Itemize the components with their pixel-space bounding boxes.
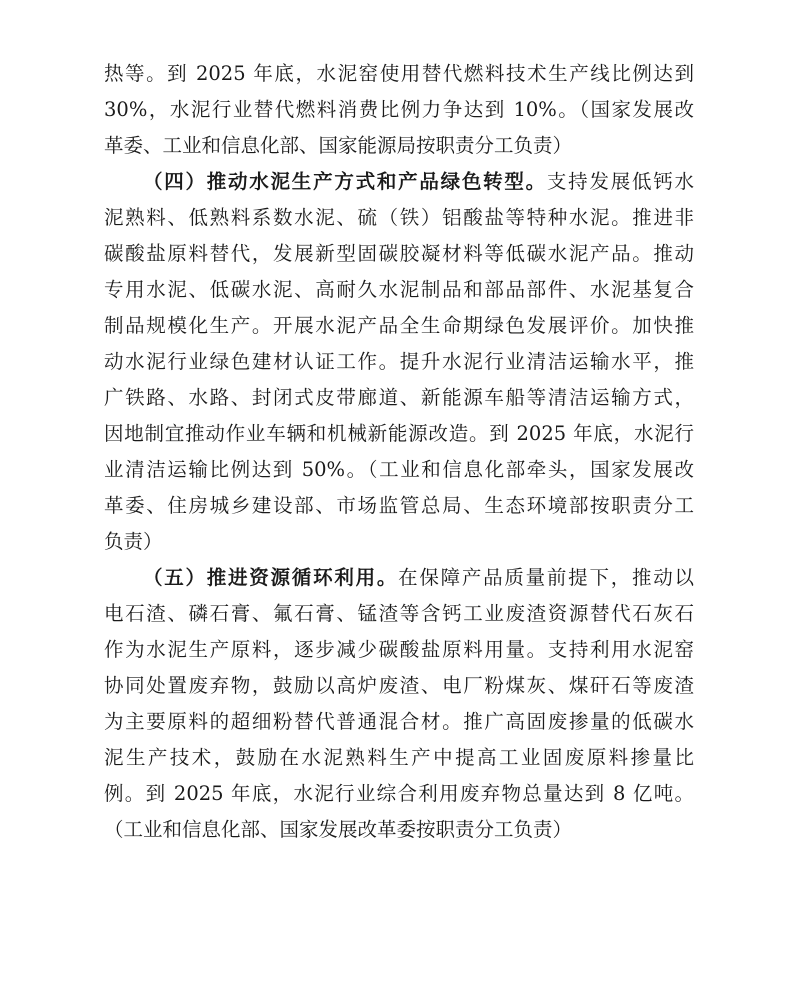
paragraph-2	[104, 164, 694, 560]
text-line: 作为水泥生产原料，逐步减少碳酸盐原料用量。支持利用水泥窑	[104, 638, 694, 661]
text-line: 业清洁运输比例达到 50%。（工业和信息化部牵头，国家发展改	[104, 458, 694, 481]
document-page	[104, 56, 694, 848]
text-line: （工业和信息化部、国家发展改革委按职责分工负责）	[104, 818, 573, 841]
text-segment: 在保障产品质量前提下，推动以	[398, 566, 694, 589]
text-line: 热等。到 2025 年底，水泥窑使用替代燃料技术生产线比例达到	[104, 62, 694, 85]
text-line: 制品规模化生产。开展水泥产品全生命期绿色发展评价。加快推	[104, 314, 694, 337]
text-line: 30%，水泥行业替代燃料消费比例力争达到 10%。（国家发展改	[104, 98, 694, 121]
text-line: 因地制宜推动作业车辆和机械新能源改造。到 2025 年底，水泥行	[104, 422, 694, 445]
text-line: 协同处置废弃物，鼓励以高炉废渣、电厂粉煤灰、煤矸石等废渣	[104, 674, 694, 697]
text-line-first	[104, 164, 694, 200]
text-line-first	[104, 560, 694, 596]
paragraph-1	[104, 56, 694, 164]
text-line: 负责）	[104, 530, 163, 553]
text-line: 泥生产技术，鼓励在水泥熟料生产中提高工业固废原料掺量比	[104, 746, 694, 769]
text-line: 碳酸盐原料替代，发展新型固碳胶凝材料等低碳水泥产品。推动	[104, 242, 694, 265]
text-segment: 支持发展低钙水	[546, 170, 694, 193]
text-line: 为主要原料的超细粉替代普通混合材。推广高固废掺量的低碳水	[104, 710, 694, 733]
section-heading-4: （四）推动水泥生产方式和产品绿色转型。	[143, 170, 547, 193]
paragraph-3	[104, 560, 694, 848]
section-heading-5: （五）推进资源循环利用。	[143, 566, 399, 589]
text-line: 革委、住房城乡建设部、市场监管总局、生态环境部按职责分工	[104, 494, 694, 517]
text-line: 例。到 2025 年底，水泥行业综合利用废弃物总量达到 8 亿吨。	[104, 782, 694, 805]
text-line: 动水泥行业绿色建材认证工作。提升水泥行业清洁运输水平，推	[104, 350, 694, 373]
text-line: 革委、工业和信息化部、国家能源局按职责分工负责）	[104, 134, 573, 157]
text-line: 泥熟料、低熟料系数水泥、硫（铁）铝酸盐等特种水泥。推进非	[104, 206, 694, 229]
text-line: 专用水泥、低碳水泥、高耐久水泥制品和部品部件、水泥基复合	[104, 278, 694, 301]
text-line: 电石渣、磷石膏、氟石膏、锰渣等含钙工业废渣资源替代石灰石	[104, 602, 694, 625]
text-line: 广铁路、水路、封闭式皮带廊道、新能源车船等清洁运输方式，	[104, 386, 694, 409]
